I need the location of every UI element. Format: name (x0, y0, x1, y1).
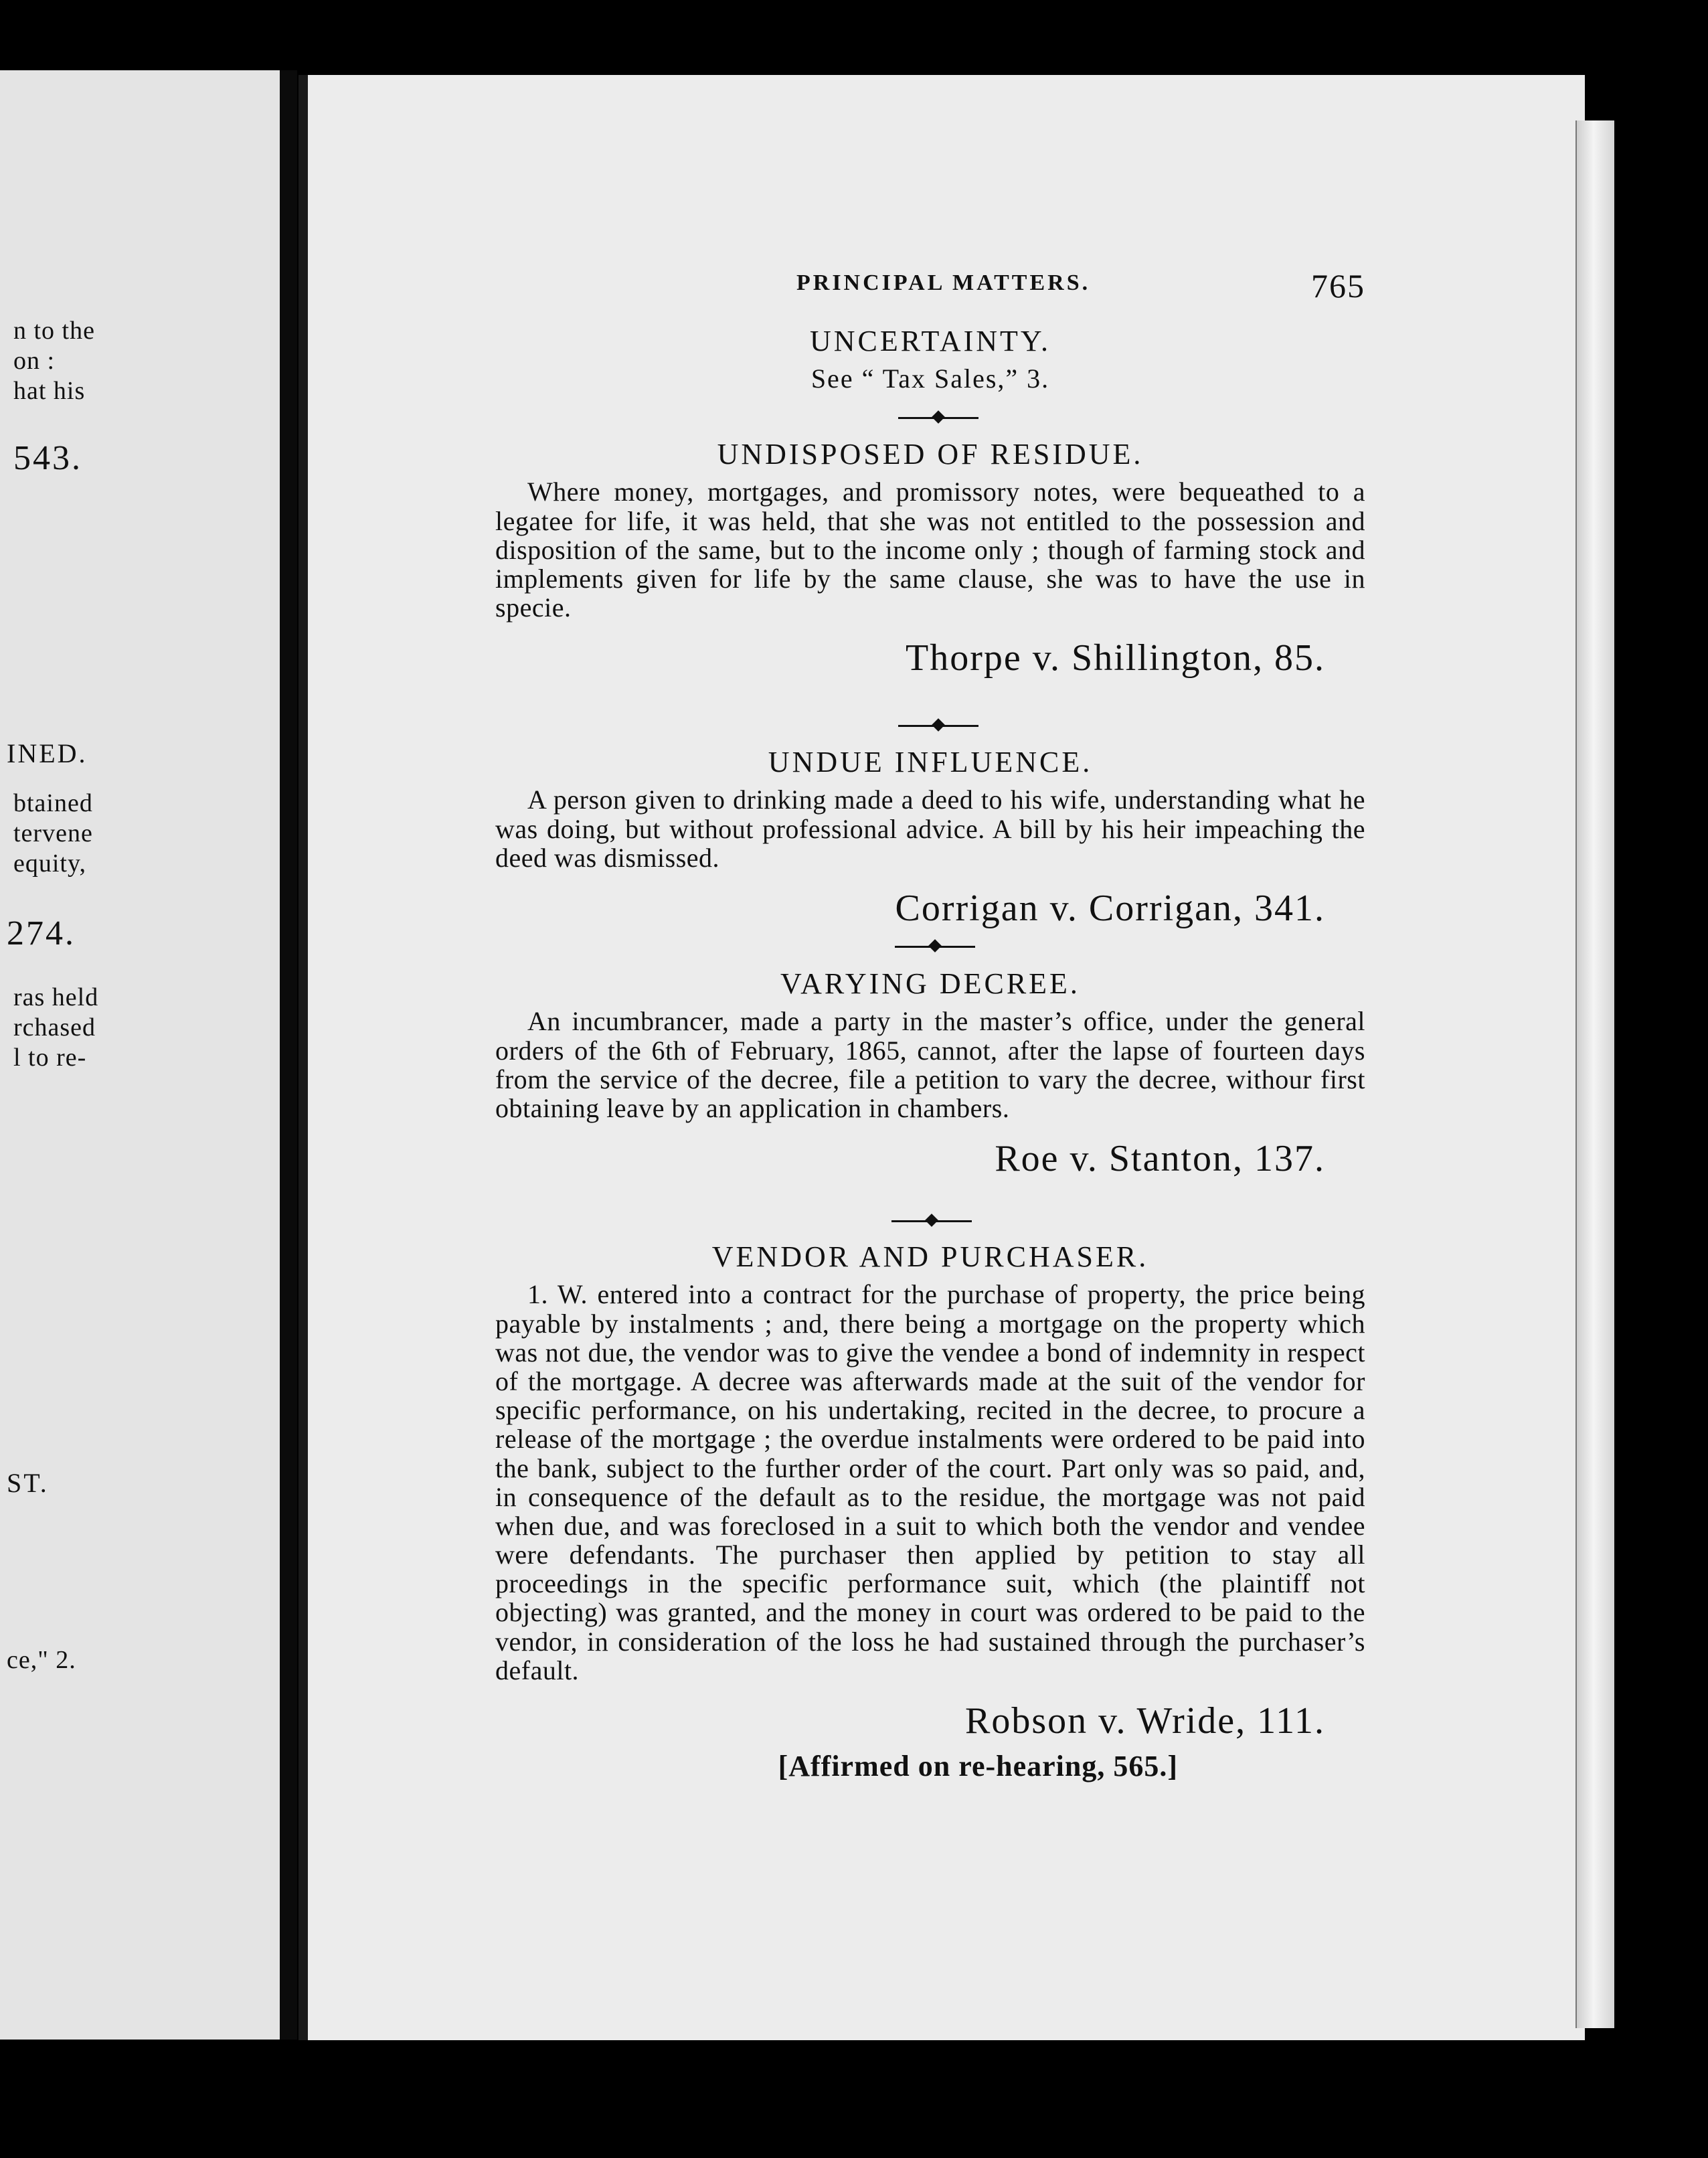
book-spine (280, 70, 297, 2040)
facing-text-fragment: n to the (13, 317, 95, 345)
section-divider (898, 410, 978, 426)
running-title: PRINCIPAL MATTERS. (796, 270, 1091, 295)
facing-page (0, 70, 280, 2040)
page-stack-edge (1575, 120, 1614, 2028)
entry-heading: UNDUE INFLUENCE. (768, 746, 1093, 778)
facing-text-fragment: tervene (13, 819, 93, 847)
entry-heading: UNDISPOSED OF RESIDUE. (717, 438, 1144, 471)
facing-text-fragment: 543. (13, 439, 82, 477)
case-citation: Robson v. Wride, 111. (964, 1700, 1325, 1742)
cross-reference: See “ Tax Sales,” 3. (810, 363, 1050, 394)
entry-body: A person given to drinking made a deed to his wife, understanding what he was doing, but without professional advice. A bill by his heir impeaching the deed was dismissed. (495, 784, 1365, 873)
facing-text-fragment: btained (13, 789, 93, 817)
case-citation: Thorpe v. Shillington, 85. (905, 637, 1325, 679)
page-number: 765 (1311, 267, 1365, 305)
rehearing-note: [Affirmed on re-hearing, 565.] (778, 1750, 1178, 1783)
running-head (495, 266, 1365, 313)
entry-vendor-and-purchaser (495, 1241, 1365, 1783)
entry-heading: UNCERTAINTY. (809, 325, 1051, 357)
entry-varying-decree (495, 967, 1365, 1180)
facing-text-fragment: 274. (7, 914, 76, 952)
facing-text-fragment: equity, (13, 849, 87, 878)
facing-text-fragment: ST. (7, 1468, 49, 1498)
entry-body: An incumbrancer, made a party in the master’s office, under the general orders of the 6th of February, 1865, cannot, after the lapse of fourteen days from the service of the decree, file a petition to vary the decree, withour first obtaining leave by an application in chambers. (495, 1006, 1365, 1123)
facing-text-fragment: rchased (13, 1013, 96, 1042)
entry-undue-influence (495, 746, 1365, 927)
entry-heading: VENDOR AND PURCHASER. (711, 1240, 1149, 1273)
case-citation: Corrigan v. Corrigan, 341. (895, 887, 1325, 929)
entry-body: 1. W. entered into a contract for the purchase of property, the price being payable by instalments ; and, there being a mortgage on the property which was not due, the vendor was to give the vendee a bond of indemnity in respect of the mortgage. A decree was afterwards made at the suit of the vendor for specific performance, on his undertaking, recited in the decree, to procure a release of the mortgage ; the overdue instalments were ordered to be paid into the bank, subject to the further order of the court. Part only was so paid, and, in consequence of the default as to the residue, the mortgage was not paid when due, and was foreclosed in a suit to which both the vendor and vendee were defendants. The purchaser then applied by petition to stay all proceedings in the specific performance suit, which (the plaintiff not objecting) was granted, and the money in court was ordered to be paid to the vendor, in consideration of the loss he had sustained through the purchaser’s default. (495, 1279, 1365, 1685)
entry-heading: VARYING DECREE. (780, 967, 1080, 1000)
case-citation: Roe v. Stanton, 137. (995, 1138, 1325, 1180)
facing-text-fragment: INED. (7, 738, 88, 768)
facing-text-fragment: hat his (13, 377, 86, 405)
facing-text-fragment: l to re- (13, 1044, 87, 1072)
facing-text-fragment: ce," 2. (7, 1646, 76, 1674)
section-divider (898, 718, 978, 734)
entry-uncertainty (495, 325, 1365, 394)
entry-body: Where money, mortgages, and promissory notes, were bequeathed to a legatee for life, it was held, that she was not entitled to the possession and disposition of the same, but to the income only ; though of farming stock and implements given for life by the same clause, she was to have the use in specie. (495, 477, 1365, 623)
section-divider (891, 1213, 972, 1229)
section-divider (895, 938, 975, 954)
entry-undisposed-of-residue (495, 438, 1365, 677)
facing-text-fragment: ras held (13, 983, 99, 1011)
facing-text-fragment: on : (13, 347, 56, 375)
